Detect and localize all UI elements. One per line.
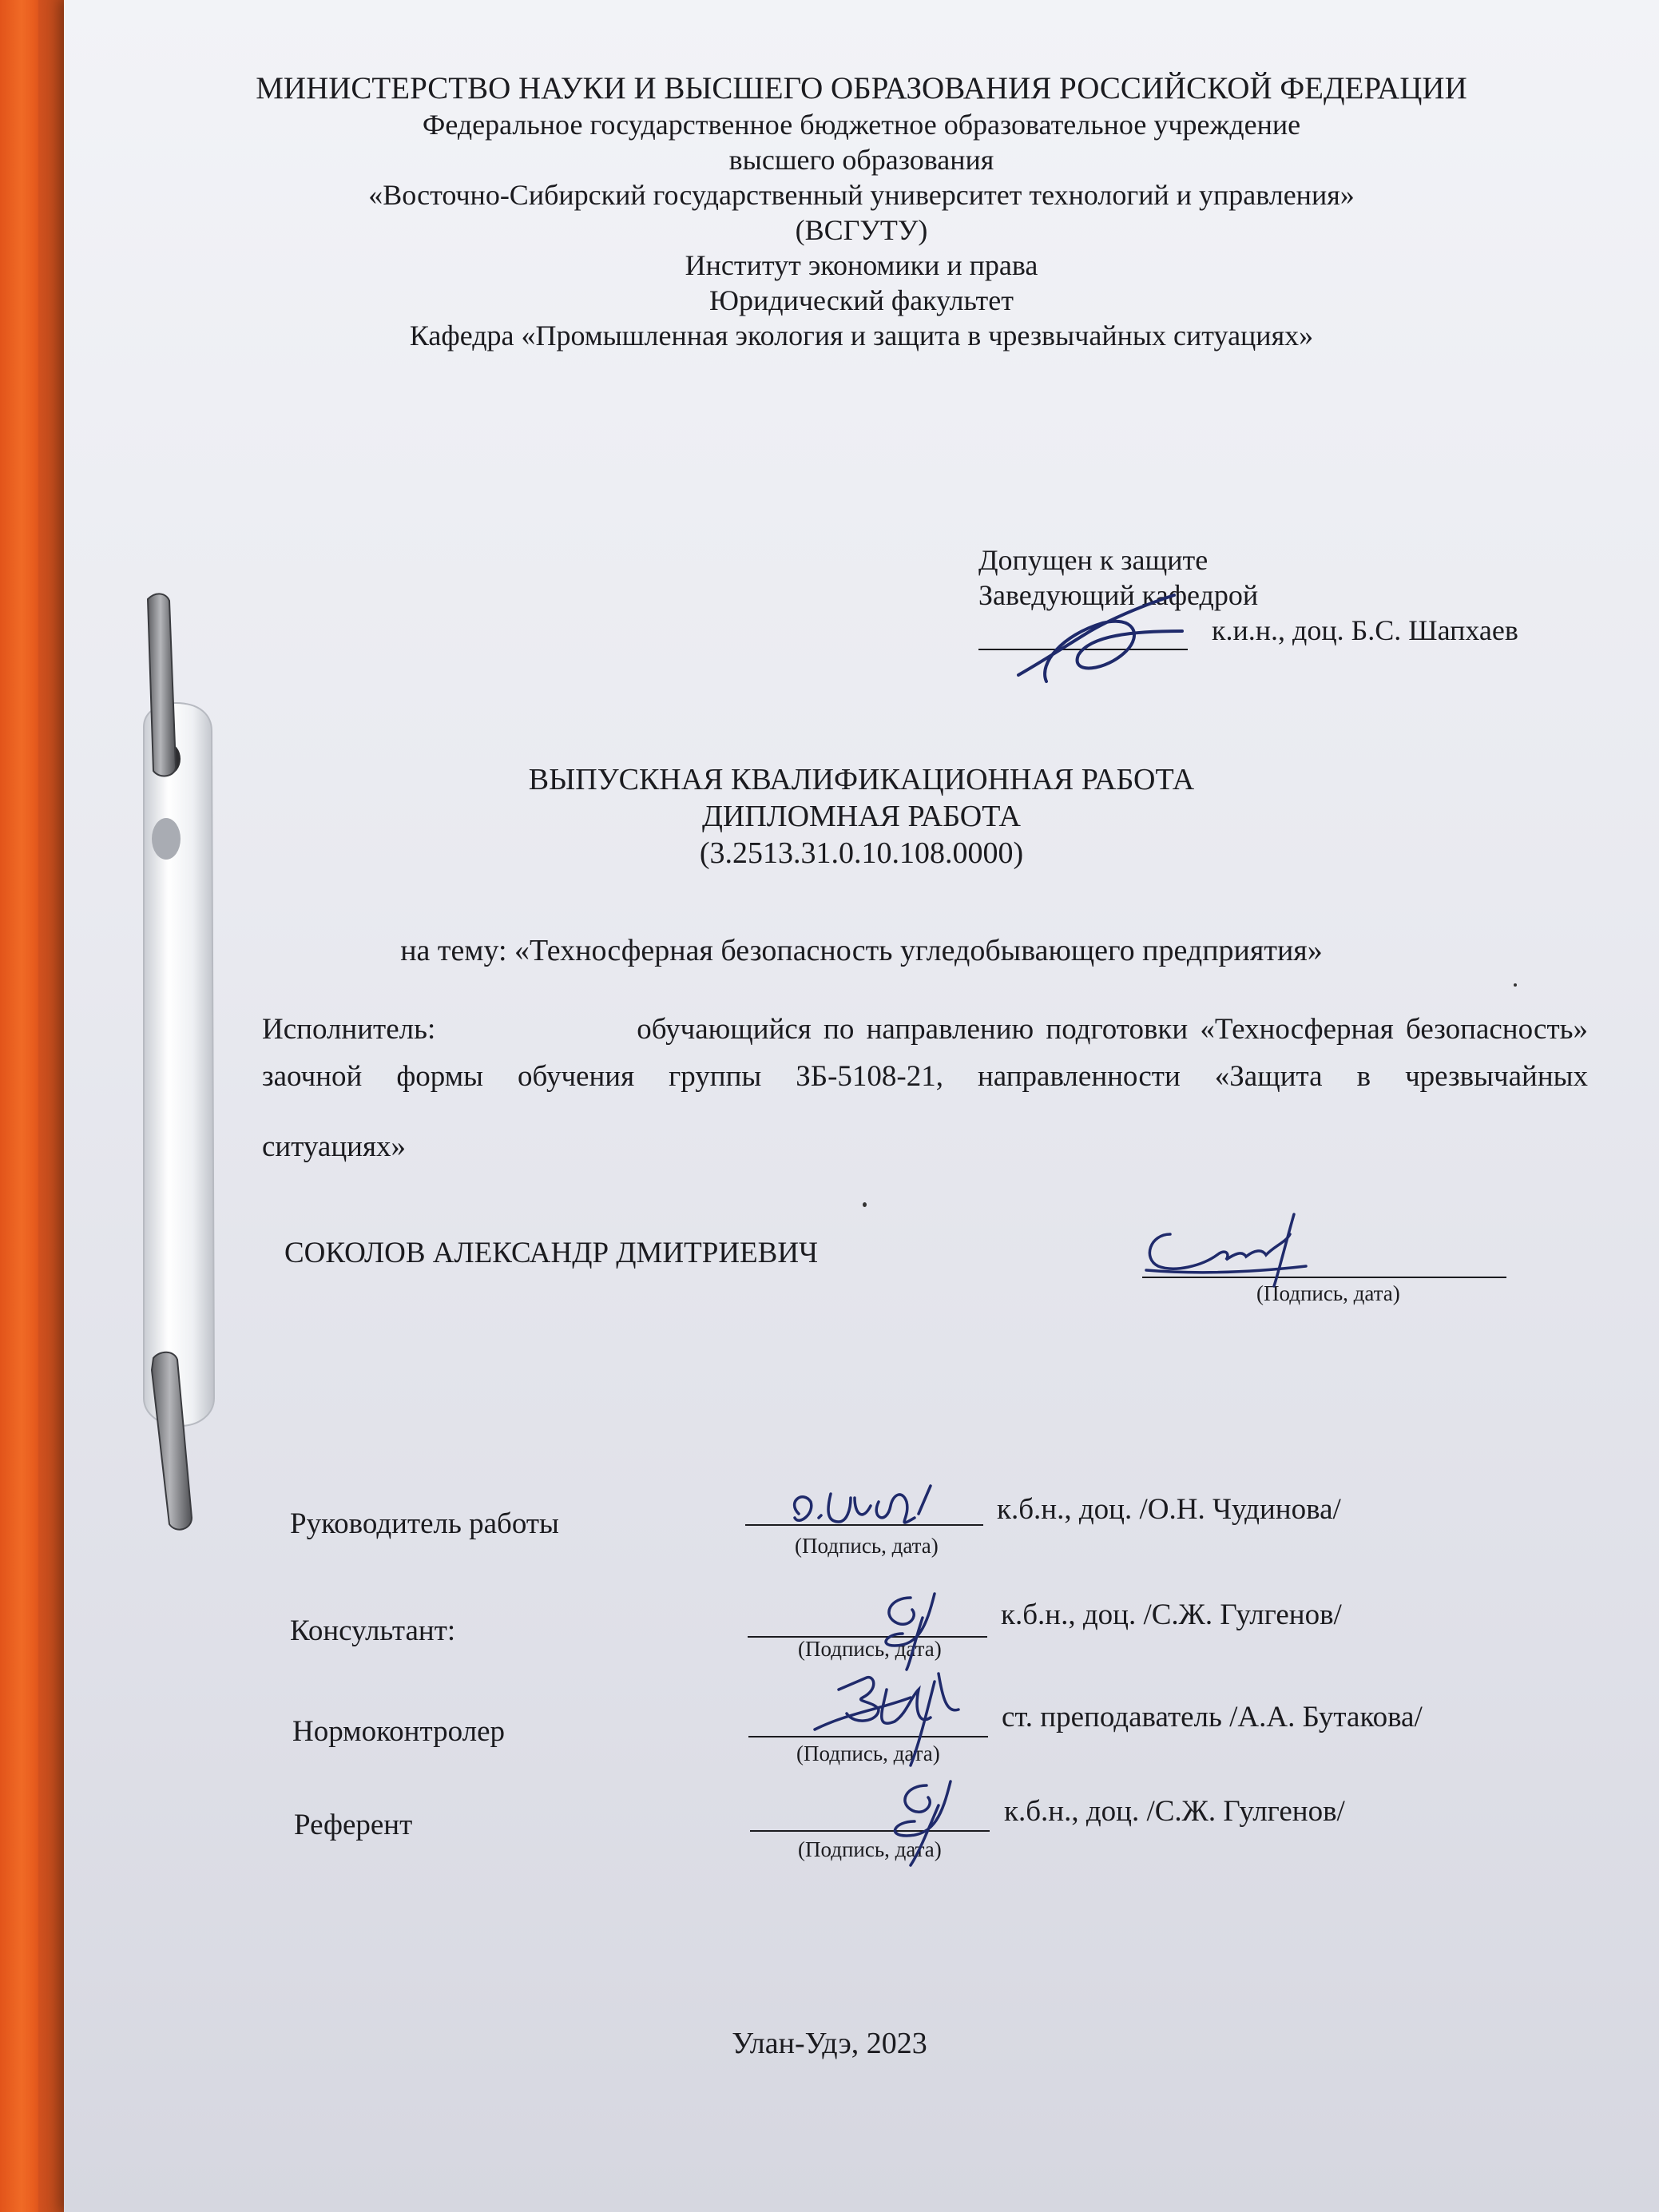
head-name: к.и.н., доц. Б.С. Шапхаев: [1212, 614, 1518, 646]
normcontrol-signature-caption: (Подпись, дата): [796, 1741, 940, 1765]
paper-speck: [863, 1202, 867, 1207]
paper-speck: [1514, 983, 1517, 987]
university-abbr: (ВСГУТУ): [795, 214, 928, 246]
executor-line-3: ситуациях»: [262, 1130, 406, 1163]
executor-line-1-text: обучающийся по направлению подготовки «Техносферная безопасность»: [637, 1013, 1588, 1046]
ministry-line: МИНИСТЕРСТВО НАУКИ И ВЫСШЕГО ОБРАЗОВАНИЯ РОССИЙСКОЙ ФЕДЕРАЦИИ: [256, 71, 1467, 105]
normcontrol-role: Нормоконтролер: [292, 1715, 505, 1748]
admitted-label: Допущен к защите: [978, 544, 1209, 576]
student-signature-caption: (Подпись, дата): [1256, 1281, 1400, 1305]
footer-block: [64, 2025, 1627, 2062]
department-name: Кафедра «Промышленная экология и защита в чрезвычайных ситуациях»: [409, 320, 1314, 351]
faculty-name: Юридический факультет: [709, 284, 1014, 316]
head-title: Заведующий кафедрой: [978, 579, 1259, 611]
supervisor-signature-caption: (Подпись, дата): [795, 1534, 939, 1558]
institute-name: Институт экономики и права: [685, 249, 1038, 281]
referee-signature: [863, 1773, 974, 1869]
referee-signature-caption: (Подпись, дата): [798, 1837, 942, 1861]
consultant-role: Консультант:: [290, 1614, 456, 1647]
work-code: (3.2513.31.0.10.108.0000): [699, 836, 1024, 870]
institution-type-line-1: Федеральное государственное бюджетное образовательное учреждение: [422, 109, 1301, 141]
work-topic: на тему: «Техносферная безопасность угледобывающего предприятия»: [400, 934, 1323, 967]
referee-role: Референт: [294, 1809, 413, 1841]
executor-label: Исполнитель:: [262, 1013, 436, 1046]
topic-block: [64, 932, 1659, 969]
normcontrol-signature: [799, 1666, 982, 1769]
referee-person: к.б.н., доц. /С.Ж. Гулгенов/: [1004, 1795, 1345, 1828]
supervisor-signature: [783, 1482, 958, 1538]
university-name: «Восточно-Сибирский государственный университет технологий и управления»: [368, 179, 1355, 211]
head-signature: [1014, 587, 1222, 691]
student-signature: [1138, 1210, 1322, 1290]
student-name: СОКОЛОВ АЛЕКСАНДР ДМИТРИЕВИЧ: [284, 1237, 819, 1269]
institution-type-line-2: высшего образования: [728, 144, 994, 176]
supervisor-role: Руководитель работы: [290, 1507, 559, 1540]
city-year: Улан-Удэ, 2023: [732, 2027, 927, 2060]
document-page: [64, 0, 1659, 2212]
supervisor-person: к.б.н., доц. /О.Н. Чудинова/: [997, 1493, 1341, 1526]
executor-line-1: [262, 1012, 1588, 1046]
normcontrol-person: ст. преподаватель /А.А. Бутакова/: [1002, 1701, 1423, 1733]
consultant-signature: [855, 1586, 958, 1674]
work-title-block: [64, 761, 1659, 872]
executor-line-2: заочной формы обучения группы ЗБ-5108-21, направленности «Защита в чрезвычайных: [262, 1060, 1588, 1093]
consultant-signature-caption: (Подпись, дата): [798, 1637, 942, 1661]
header-block: [64, 70, 1659, 353]
metal-fastener: [112, 591, 232, 1534]
work-subtype: ДИПЛОМНАЯ РАБОТА: [701, 800, 1022, 833]
consultant-person: к.б.н., доц. /С.Ж. Гулгенов/: [1001, 1598, 1342, 1631]
work-type: ВЫПУСКНАЯ КВАЛИФИКАЦИОННАЯ РАБОТА: [528, 763, 1195, 796]
